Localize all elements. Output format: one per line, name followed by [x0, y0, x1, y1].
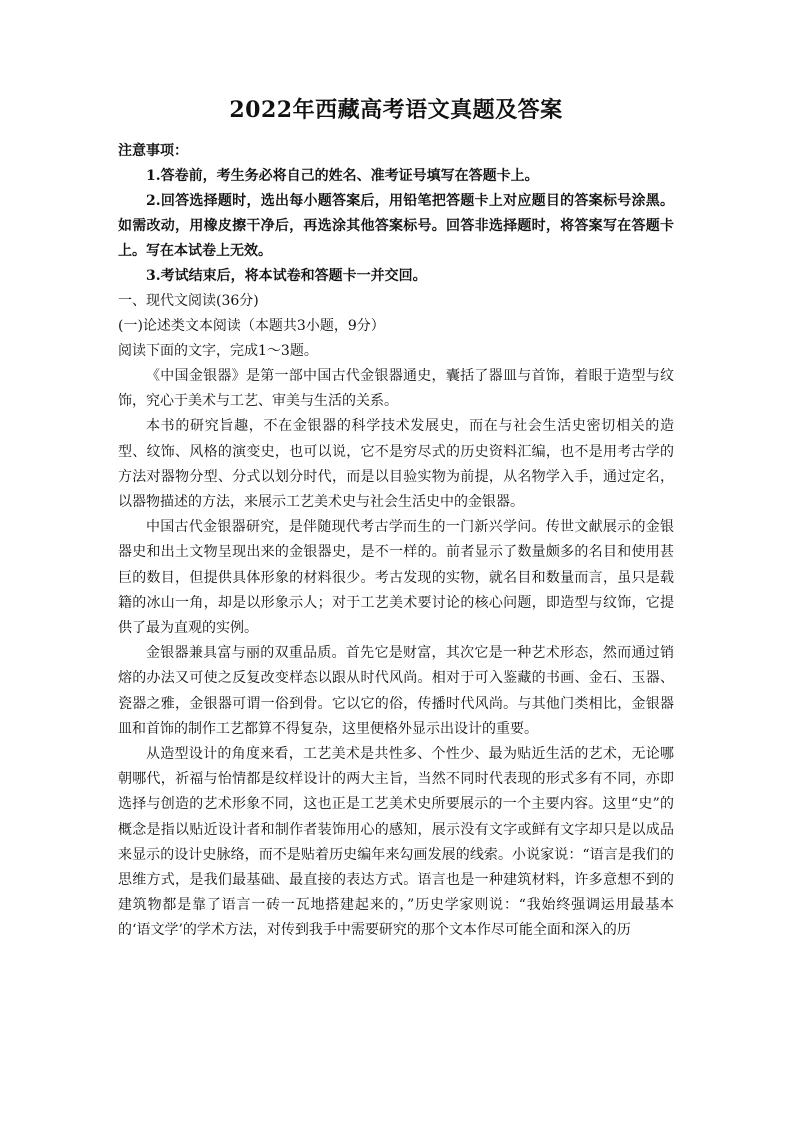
paragraph-5: 从造型设计的角度来看，工艺美术是共性多、个性少、最为贴近生活的艺术，无论哪朝哪代，祈福与怡情都是纹样设计的两大主旨，当然不同时代表现的形式多有不同，亦即选择与创造的艺术形象不同，这也正是工艺美术史所要展示的一个主要内容。这里“史”的概念是指以贴近设计者和制作者装饰用心的感知，展示没有文字或鲜有文字却只是以成品来显示的设计史脉络，而不是贴着历史编年来勾画发展的线索。小说家说：“语言是我们的思维方式，是我们最基础、最直接的表达方式。语言也是一种建筑材料，许多意想不到的建筑物都是靠了语言一砖一瓦地搭建起来的，”历史学家则说：“我始终强调运用最基本的‘语文学’的学术方法，对传到我手中需要研究的那个文本作尽可能全面和深入的历: [118, 746, 674, 939]
subsection-heading: (一)论述类文本阅读（本题共3小题，9分）: [118, 318, 385, 334]
notice-item-1: 1.答卷前，考生务必将自己的姓名、准考证号填写在答题卡上。: [146, 168, 539, 184]
notice-item-3: 3.考试结束后，将本试卷和答题卡一并交回。: [146, 268, 427, 284]
paragraph-2: 本书的研究旨趣，不在金银器的科学技术发展史，而在与社会生活史密切相关的造型、纹饰、风格的演变史，也可以说，它不是穷尽式的历史资料汇编，也不是用考古学的方法对器物分型、分式以划分时代，而是以目验实物为前提，从名物学入手，通过定名，以器物描述的方法，来展示工艺美术史与社会生活史中的金银器。: [118, 418, 674, 511]
paragraph-3: 中国古代金银器研究，是伴随现代考古学而生的一门新兴学问。传世文献展示的金银器史和出土文物呈现出来的金银器史，是不一样的。前者显示了数量颇多的名目和使用甚巨的数目，但提供具体形象的材料很少。考古发现的实物，就名目和数量而言，虽只是载籍的冰山一角，却是以形象示人；对于工艺美术要讨论的核心问题，即造型与纹饰，它提供了最为直观的实例。: [118, 519, 674, 637]
notice-heading: 注意事项：: [118, 143, 188, 159]
document-title: 2022年西藏高考语文真题及答案: [229, 97, 563, 123]
section-heading: 一、现代文阅读(36分): [118, 293, 259, 309]
notice-item-2: 2.回答选择题时，选出每小题答案后，用铅笔把答题卡上对应题目的答案标号涂黑。如需改动，用橡皮擦干净后，再选涂其他答案标号。回答非选择题时，将答案写在答题卡上。写在本试卷上无效。: [118, 193, 674, 259]
paragraph-1: 《中国金银器》是第一部中国古代金银器通史，囊括了器皿与首饰，着眼于造型与纹饰，究心于美术与工艺、审美与生活的关系。: [118, 368, 674, 410]
reading-instruction: 阅读下面的文字，完成1～3题。: [118, 343, 318, 359]
paragraph-4: 金银器兼具富与丽的双重品质。首先它是财富，其次它是一种艺术形态，然而通过销熔的办法又可使之反复改变样态以跟从时代风尚。相对于可入鉴藏的书画、金石、玉器、瓷器之雅，金银器可谓一俗到骨。它以它的俗，传播时代风尚。与其他门类相比，金银器皿和首饰的制作工艺都算不得复杂，这里便格外显示出设计的重要。: [118, 645, 674, 737]
